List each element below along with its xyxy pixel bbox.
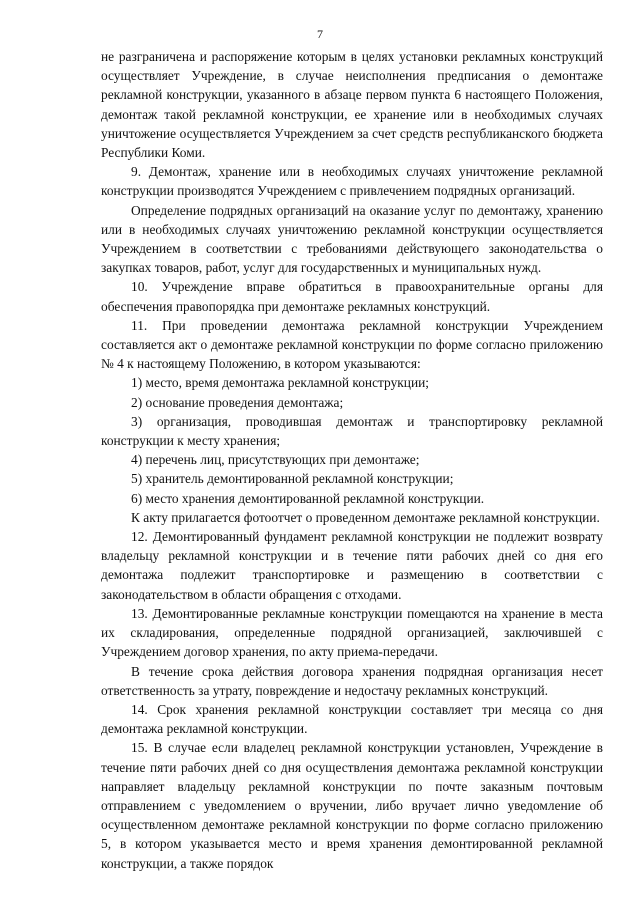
paragraph-clause-13: 13. Демонтированные рекламные конструкции помещаются на хранение в места их складирования, определенные подрядной организацией, заключившей с Учреждением договор хранения, по акту приема-передачи. bbox=[101, 605, 603, 660]
paragraph-contractors: Определение подрядных организаций на оказание услуг по демонтажу, хранению или в необходимых случаях уничтожению рекламной конструкции осуществляется Учреждением в соответствии с требованиями действующего законодательства о закупках товаров, работ, услуг для государственных и муниципальных нужд. bbox=[101, 202, 603, 276]
paragraph-storage-liability: В течение срока действия договора хранения подрядная организация несет ответственность за утрату, повреждение и недостачу рекламных конструкций. bbox=[101, 663, 603, 698]
list-item-4: 4) перечень лиц, присутствующих при демонтаже; bbox=[131, 452, 420, 468]
list-item-2: 2) основание проведения демонтажа; bbox=[131, 394, 344, 410]
paragraph-clause-14: 14. Срок хранения рекламной конструкции составляет три месяца со дня демонтажа рекламной конструкции. bbox=[101, 701, 603, 737]
paragraph-clause-10: 10. Учреждение вправе обратиться в правоохранительные органы для обеспечения правопорядка при демонтаже рекламных конструкций. bbox=[101, 279, 603, 314]
paragraph-clause-11: 11. При проведении демонтажа рекламной конструкции Учреждением составляется акт о демонтаже рекламной конструкции по форме согласно приложению № 4 к настоящему Положению, в котором указываются: bbox=[101, 317, 603, 372]
paragraph-clause-9: 9. Демонтаж, хранение или в необходимых случаях уничтожение рекламной конструкции производятся Учреждением с привлечением подрядных организаций. bbox=[101, 164, 603, 199]
list-item-3: 3) организация, проводившая демонтаж и транспортировку рекламной конструкции к месту хранения; bbox=[101, 413, 603, 449]
list-item-6: 6) место хранения демонтированной рекламной конструкции. bbox=[131, 490, 485, 506]
paragraph-clause-15: 15. В случае если владелец рекламной конструкции установлен, Учреждение в течение пяти рабочих дней со дня осуществления демонтажа рекламной конструкции направляет владельцу рекламной конструкции по почте заказным почтовым отправлением с уведомлением о вручении, либо вручает лично уведомление об осуществленном демонтаже рекламной конструкции по форме согласно приложению 5, в котором указывается место и время хранения демонтированной рекламной конструкции, а также порядок bbox=[101, 740, 603, 871]
page-number: 7 bbox=[317, 27, 323, 41]
paragraph-photo-report: К акту прилагается фотоотчет о проведенном демонтаже рекламной конструкции. bbox=[131, 509, 600, 525]
list-item-5: 5) хранитель демонтированной рекламной конструкции; bbox=[131, 471, 454, 487]
paragraph-clause-12: 12. Демонтированный фундамент рекламной конструкции не подлежит возврату владельцу рекламной конструкции и в течение пяти рабочих дней со дня его демонтажа подлежит транспортировке и размещению в соответствии с законодательством в области обращения с отходами. bbox=[101, 529, 603, 602]
paragraph-continuation-intro: не разграничена и распоряжение которым в целях установки рекламных конструкций осуществляет Учреждение, в случае неисполнения предписания о демонтаже рекламной конструкции, указанного в абзаце первом пункта 6 настоящего Положения, демонтаж такой рекламной конструкции, ее хранение или в необходимых случаях уничтожение осуществляется Учреждением за счет средств республиканского бюджета Республики Коми. bbox=[101, 49, 603, 161]
document-body bbox=[101, 47, 603, 873]
list-item-1: 1) место, время демонтажа рекламной конструкции; bbox=[131, 375, 430, 391]
